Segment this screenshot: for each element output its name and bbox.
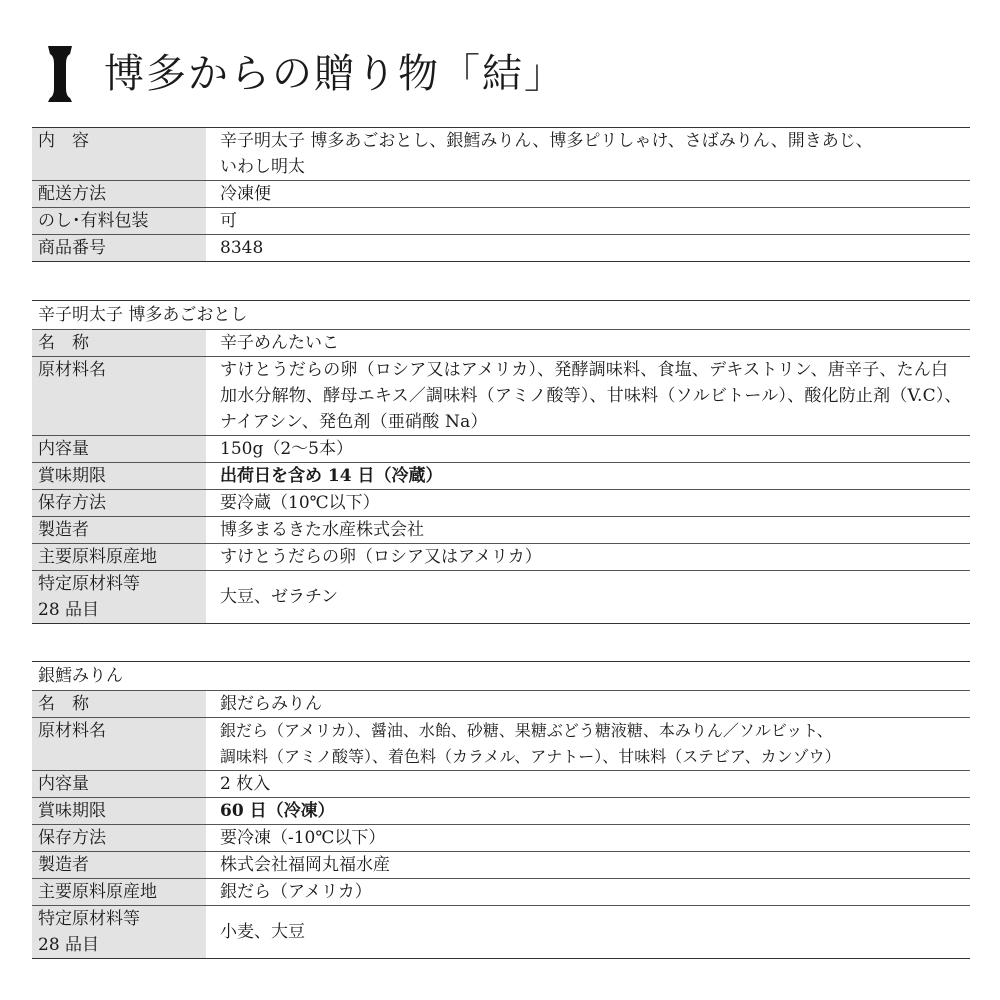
table-row bbox=[32, 330, 970, 357]
overview-table bbox=[32, 127, 970, 262]
table-row bbox=[32, 798, 970, 825]
row-label: 配送方法 bbox=[32, 181, 206, 208]
row-value: 出荷日を含め 14 日（冷蔵） bbox=[220, 466, 443, 486]
product1-table bbox=[32, 300, 970, 624]
page-header bbox=[46, 42, 566, 106]
row-label: 保存方法 bbox=[32, 490, 206, 517]
row-value: 冷凍便 bbox=[220, 184, 271, 204]
row-label: 商品番号 bbox=[32, 235, 206, 262]
table-row bbox=[32, 571, 970, 624]
row-label: 名 称 bbox=[32, 691, 206, 718]
row-label: 製造者 bbox=[32, 852, 206, 879]
row-value: 小麦、大豆 bbox=[220, 922, 305, 942]
row-label: 製造者 bbox=[32, 517, 206, 544]
row-label: 保存方法 bbox=[32, 825, 206, 852]
row-value: 要冷蔵（10℃以下） bbox=[220, 493, 380, 513]
row-value: 可 bbox=[220, 211, 237, 231]
table-row bbox=[32, 517, 970, 544]
table-row bbox=[32, 490, 970, 517]
product-caption: 辛子明太子 博多あごおとし bbox=[32, 300, 970, 330]
row-value: 8348 bbox=[220, 238, 264, 258]
row-label: 特定原材料等 28 品目 bbox=[32, 906, 206, 959]
row-value: 2 枚入 bbox=[220, 774, 271, 794]
table-row bbox=[32, 128, 970, 181]
table-row bbox=[32, 463, 970, 490]
table-row bbox=[32, 544, 970, 571]
page-title: 博多からの贈り物「結」 bbox=[104, 51, 566, 97]
row-value: 辛子めんたいこ bbox=[220, 333, 339, 353]
row-value: 要冷凍（-10℃以下） bbox=[220, 828, 386, 848]
row-label: 主要原料原産地 bbox=[32, 879, 206, 906]
row-value: 大豆、ゼラチン bbox=[220, 587, 339, 607]
table-row bbox=[32, 691, 970, 718]
row-value: 60 日（冷凍） bbox=[220, 801, 335, 821]
table-row bbox=[32, 235, 970, 262]
row-value: 博多まるきた水産株式会社 bbox=[220, 520, 424, 540]
product1-spec-table bbox=[32, 330, 970, 624]
product-caption: 銀鱈みりん bbox=[32, 661, 970, 691]
row-value: 株式会社福岡丸福水産 bbox=[220, 855, 390, 875]
row-label: のし･有料包装 bbox=[32, 208, 206, 235]
product2-spec-table bbox=[32, 691, 970, 959]
row-label: 賞味期限 bbox=[32, 798, 206, 825]
row-label: 原材料名 bbox=[32, 357, 206, 436]
row-value: すけとうだらの卵（ロシア又はアメリカ） bbox=[220, 547, 542, 567]
table-row bbox=[32, 852, 970, 879]
row-label: 内容量 bbox=[32, 436, 206, 463]
row-label: 内 容 bbox=[32, 128, 206, 181]
table-row bbox=[32, 771, 970, 798]
row-label: 主要原料原産地 bbox=[32, 544, 206, 571]
row-label: 名 称 bbox=[32, 330, 206, 357]
row-label: 内容量 bbox=[32, 771, 206, 798]
table-row bbox=[32, 208, 970, 235]
row-label: 原材料名 bbox=[32, 718, 206, 771]
row-label: 特定原材料等 28 品目 bbox=[32, 571, 206, 624]
table-row bbox=[32, 436, 970, 463]
row-value: 銀だらみりん bbox=[220, 694, 322, 714]
table-row bbox=[32, 879, 970, 906]
product2-table bbox=[32, 661, 970, 959]
overview-spec-table bbox=[32, 127, 970, 262]
row-value: 銀だら（アメリカ）、醤油、水飴、砂糖、果糖ぶどう糖液糖、本みりん／ソルビット、 調味料（アミノ酸等）、着色料（カラメル、アナトー）、甘味料（ステビア、カンゾウ） bbox=[220, 721, 841, 766]
row-value: 銀だら（アメリカ） bbox=[220, 882, 372, 902]
row-value: 辛子明太子 博多あごおとし、銀鱈みりん、博多ピリしゃけ、さばみりん、開きあじ、 いわし明太 bbox=[220, 131, 873, 177]
row-value: 150g（2〜5本） bbox=[220, 439, 353, 459]
row-value: すけとうだらの卵（ロシア又はアメリカ）、発酵調味料、食塩、デキストリン、唐辛子、たん白加水分解物、酵母エキス／調味料（アミノ酸等）、甘味料（ソルビトール）、酸化防止剤（V.C）、ナイアシン、発色剤（亜硝酸 Na） bbox=[220, 360, 962, 432]
table-row bbox=[32, 906, 970, 959]
table-row bbox=[32, 181, 970, 208]
table-row bbox=[32, 357, 970, 436]
table-row bbox=[32, 825, 970, 852]
brush-bar-mark-icon bbox=[46, 44, 74, 104]
table-row bbox=[32, 718, 970, 771]
row-label: 賞味期限 bbox=[32, 463, 206, 490]
